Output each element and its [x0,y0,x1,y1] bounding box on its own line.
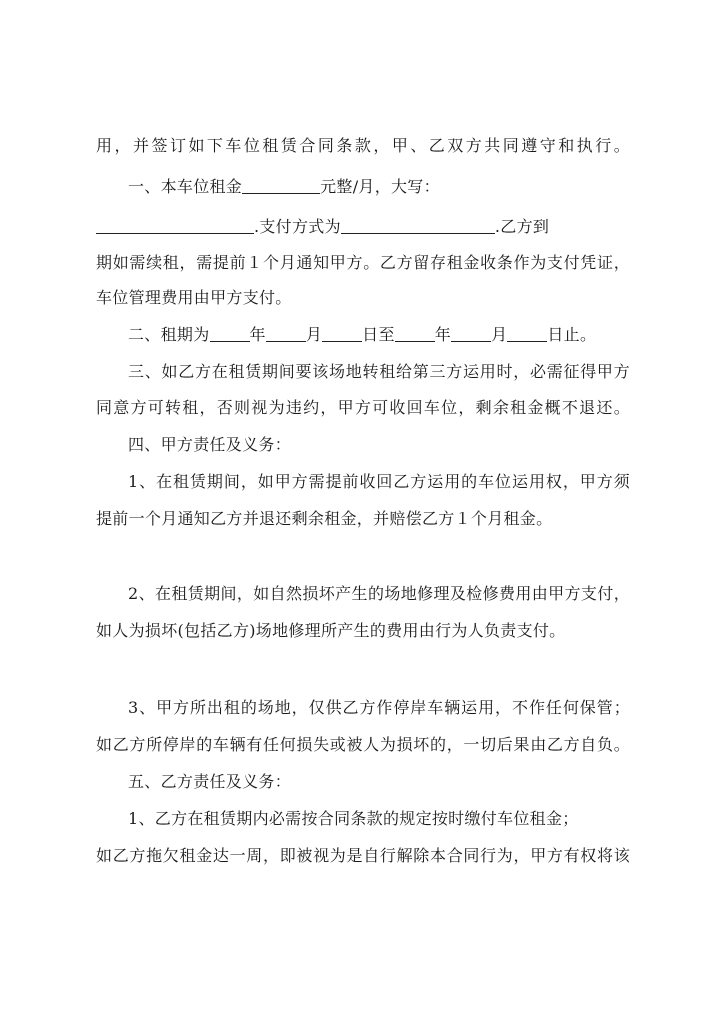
text-line-12: 2、在租赁期间，如自然损坏产生的场地修理及检修费用由甲方支付， [128,584,630,603]
text-line-18: 如乙方拖欠租金达一周，即被视为是自行解除本合同行为，甲方有权将该 [96,846,630,865]
year-label: 年 [249,325,266,344]
day-to-label: 日至 [362,325,395,344]
text-line-5: 车位管理费用由甲方支付。 [96,288,292,307]
text-line-13: 如人为损坏(包括乙方)场地修理所产生的费用由行为人负责支付。 [96,621,566,640]
text-line-17: 1、乙方在租赁期内必需按合同条款的规定按时缴付车位租金； [128,809,579,828]
end-day-label: 日止。 [547,325,597,344]
text-line-4: 期如需续租，需提前１个月通知甲方。乙方留存租金收条作为支付凭证， [96,253,630,272]
start-day-blank[interactable] [322,325,362,342]
end-month-blank[interactable] [451,325,491,342]
rent-amount-blank[interactable] [242,177,320,194]
text-line-15: 如乙方所停岸的车辆有任何损失或被人为损坏的，一切后果由乙方自负。 [96,735,630,754]
text-line-1: 用，并签订如下车位租赁合同条款，甲、乙双方共同遵守和执行。 [96,136,630,155]
month-label: 月 [305,325,323,344]
text-line-14: 3、甲方所出租的场地，仅供乙方作停岸车辆运用，不作任何保管； [128,698,630,717]
start-year-blank[interactable] [210,325,250,342]
payment-method-blank[interactable] [341,217,495,234]
section-heading-5: 五、乙方责任及义务： [128,772,292,791]
start-month-blank[interactable] [266,325,306,342]
end-month-label: 月 [491,325,508,344]
text-line-10: 1、在租赁期间，如甲方需提前收回乙方运用的车位运用权，甲方须 [128,472,630,491]
lease-term-label: 二、租期为 [128,325,210,344]
rent-label: 一、本车位租金 [128,177,243,196]
rent-amount-line [128,176,630,198]
end-day-blank[interactable] [507,325,547,342]
lease-term-line [128,324,630,346]
payment-method-line [96,216,630,238]
text-line-7: 三、如乙方在租赁期间要该场地转租给第三方运用时，必需征得甲方 [128,362,630,381]
section-heading-4: 四、甲方责任及义务： [128,435,292,454]
end-year-blank[interactable] [395,325,435,342]
end-year-label: 年 [434,325,452,344]
rent-uppercase-blank[interactable] [96,217,254,234]
payment-method-label: .支付方式为 [254,217,341,236]
payment-method-tail: .乙方到 [494,217,550,236]
text-line-11: 提前一个月通知乙方并退还剩余租金，并赔偿乙方１个月租金。 [96,509,553,528]
text-line-8: 同意方可转租，否则视为违约，甲方可收回车位，剩余租金概不退还。 [96,398,630,417]
rent-unit-label: 元整/月，大写： [320,177,440,196]
